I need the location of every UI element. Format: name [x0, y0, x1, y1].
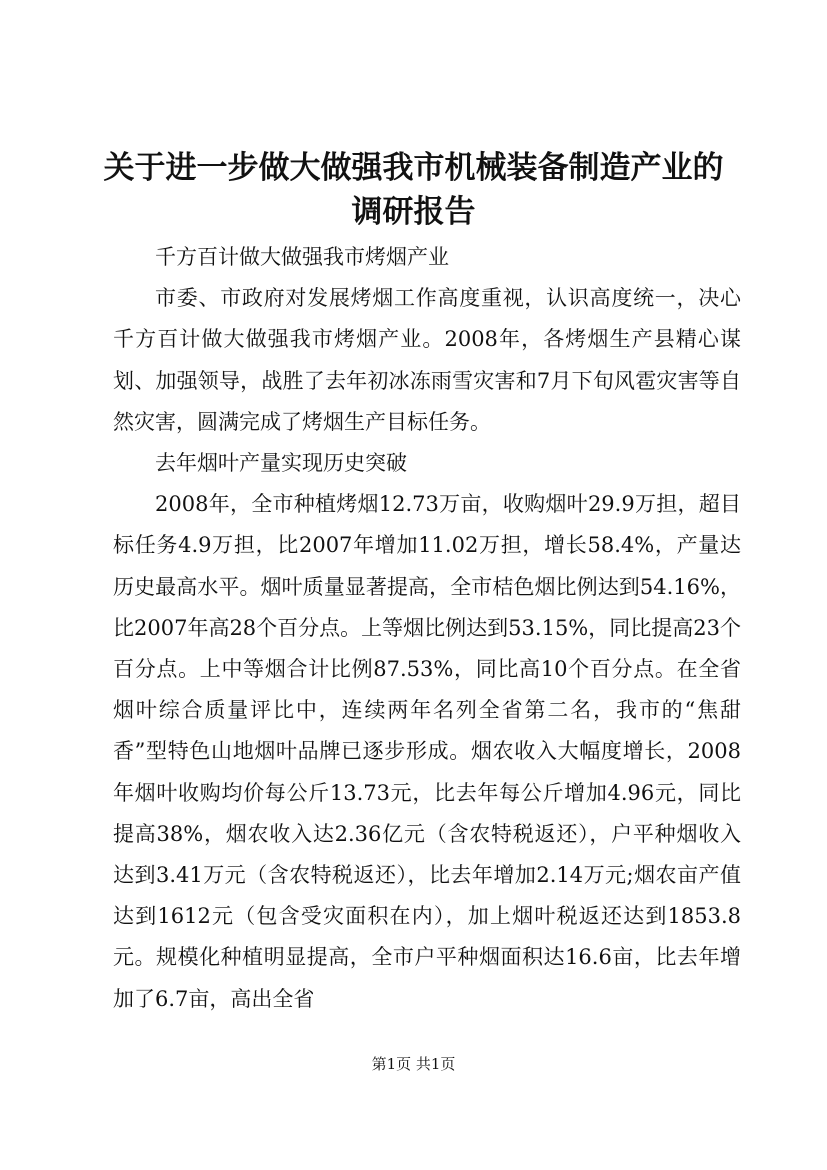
- document-body: [113, 237, 741, 1020]
- paragraph: 2008年，全市种植烤烟12.73万亩，收购烟叶29.9万担，超目标任务4.9万担，比2007年增加11.02万担，增长58.4%，产量达历史最高水平。烟叶质量显著提高，全市桔色烟比例达到54.16%，比2007年高28个百分点。上等烟比例达到53.15%，同比提高23个百分点。上中等烟合计比例87.53%，同比高10个百分点。在全省烟叶综合质量评比中，连续两年名列全省第二名，我市的“焦甜香”型特色山地烟叶品牌已逐步形成。烟农收入大幅度增长，2008年烟叶收购均价每公斤13.73元，比去年每公斤增加4.96元，同比提高38%，烟农收入达2.36亿元（含农特税返还），户平种烟收入达到3.41万元（含农特税返还），比去年增加2.14万元;烟农亩产值达到1612元（包含受灾面积在内），加上烟叶税返还达到1853.8元。规模化种植明显提高，全市户平种烟面积达16.6亩，比去年增加了6.7亩，高出全省: [113, 492, 741, 1011]
- paragraph: 市委、市政府对发展烤烟工作高度重视，认识高度统一，决心千方百计做大做强我市烤烟产业。2008年，各烤烟生产县精心谋划、加强领导，战胜了去年初冰冻雨雪灾害和7月下旬风雹灾害等自然灾害，圆满完成了烤烟生产目标任务。: [113, 286, 741, 434]
- page-number-footer: 第1页 共1页: [371, 1055, 456, 1073]
- section-heading: 千方百计做大做强我市烤烟产业: [155, 245, 449, 269]
- section-heading: 去年烟叶产量实现历史突破: [155, 451, 407, 476]
- document-title: 关于进一步做大做强我市机械装备制造产业的调研报告: [103, 150, 724, 230]
